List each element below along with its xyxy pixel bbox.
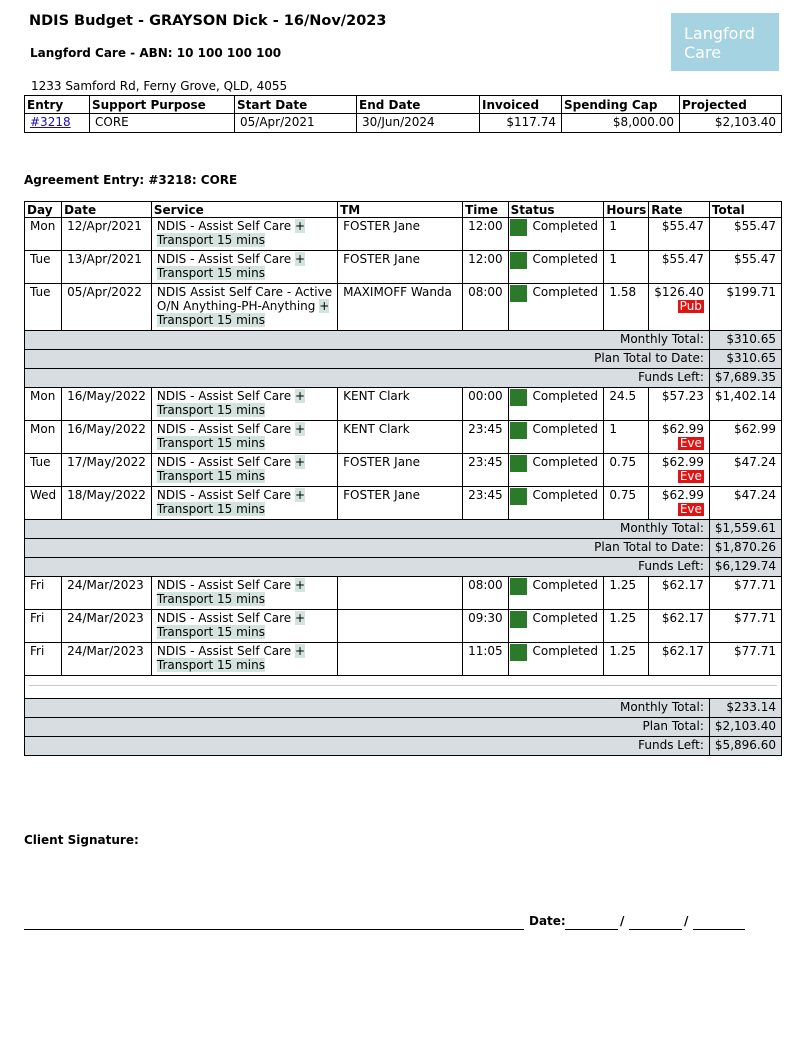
table-row bbox=[25, 643, 782, 676]
total-cell: $77.71 bbox=[709, 610, 781, 643]
day-cell: Tue bbox=[25, 284, 62, 331]
funds-left-value: $7,689.35 bbox=[709, 369, 781, 388]
service-name: NDIS - Assist Self Care bbox=[156, 611, 292, 625]
table-row bbox=[25, 487, 782, 520]
rate-cell bbox=[649, 284, 710, 331]
funds-left-label: Funds Left: bbox=[25, 369, 710, 388]
status-text: Completed bbox=[532, 611, 598, 625]
status-text: Completed bbox=[532, 252, 598, 266]
col-end-date: End Date bbox=[357, 96, 480, 114]
service-transport: Transport 15 mins bbox=[156, 502, 265, 516]
time-cell: 12:00 bbox=[463, 218, 509, 251]
plan-total-value: $1,870.26 bbox=[709, 539, 781, 558]
service-transport: Transport 15 mins bbox=[156, 592, 265, 606]
col-day: Day bbox=[25, 202, 62, 218]
funds-left-label: Funds Left: bbox=[25, 737, 710, 756]
service-cell bbox=[151, 421, 337, 454]
monthly-total-row bbox=[25, 331, 782, 350]
status-text: Completed bbox=[532, 422, 598, 436]
plan-total-value: $310.65 bbox=[709, 350, 781, 369]
service-plus: + bbox=[295, 422, 306, 436]
spending-cap-cell: $8,000.00 bbox=[562, 114, 680, 133]
hours-cell: 24.5 bbox=[604, 388, 649, 421]
service-cell bbox=[151, 610, 337, 643]
col-entry: Entry bbox=[25, 96, 90, 114]
table-header-row bbox=[25, 202, 782, 218]
status-cell bbox=[508, 284, 604, 331]
agreement-entries-table bbox=[24, 201, 782, 756]
rate-cell bbox=[649, 251, 710, 284]
time-cell: 00:00 bbox=[463, 388, 509, 421]
col-time: Time bbox=[463, 202, 509, 218]
funds-left-row bbox=[25, 369, 782, 388]
service-transport: Transport 15 mins bbox=[156, 625, 265, 639]
status-indicator bbox=[510, 611, 527, 628]
invoiced-cell: $117.74 bbox=[480, 114, 562, 133]
divider-cell bbox=[25, 676, 782, 699]
tm-cell: KENT Clark bbox=[338, 388, 463, 421]
budget-summary-table bbox=[24, 95, 782, 133]
day-cell: Tue bbox=[25, 251, 62, 284]
day-cell: Fri bbox=[25, 610, 62, 643]
hours-cell: 0.75 bbox=[604, 454, 649, 487]
status-text: Completed bbox=[532, 488, 598, 502]
service-cell bbox=[151, 487, 337, 520]
service-plus: + bbox=[295, 488, 306, 502]
service-plus: + bbox=[295, 389, 306, 403]
rate-tag-badge: Eve bbox=[679, 436, 702, 450]
col-hours: Hours bbox=[604, 202, 649, 218]
service-plus: + bbox=[295, 644, 306, 658]
date-cell: 16/May/2022 bbox=[62, 421, 152, 454]
status-indicator bbox=[510, 455, 527, 472]
funds-left-value: $5,896.60 bbox=[709, 737, 781, 756]
total-cell: $47.24 bbox=[709, 454, 781, 487]
time-cell: 08:00 bbox=[463, 284, 509, 331]
time-cell: 11:05 bbox=[463, 643, 509, 676]
table-row bbox=[25, 388, 782, 421]
service-cell bbox=[151, 388, 337, 421]
rate-cell bbox=[649, 388, 710, 421]
client-signature-label: Client Signature: bbox=[24, 833, 139, 847]
status-indicator bbox=[510, 488, 527, 505]
service-name: NDIS - Assist Self Care bbox=[156, 644, 292, 658]
service-name: NDIS - Assist Self Care bbox=[156, 488, 292, 502]
tm-cell bbox=[338, 577, 463, 610]
date-month-line[interactable] bbox=[629, 929, 682, 930]
status-indicator bbox=[510, 422, 527, 439]
table-row bbox=[25, 421, 782, 454]
status-indicator bbox=[510, 285, 527, 302]
provider-address: 1233 Samford Rd, Ferny Grove, QLD, 4055 bbox=[31, 79, 288, 93]
rate-cell bbox=[649, 610, 710, 643]
support-purpose-cell: CORE bbox=[90, 114, 235, 133]
tm-cell: FOSTER Jane bbox=[338, 487, 463, 520]
company-logo bbox=[671, 13, 779, 71]
total-cell: $55.47 bbox=[709, 218, 781, 251]
monthly-total-label: Monthly Total: bbox=[25, 520, 710, 539]
day-cell: Wed bbox=[25, 487, 62, 520]
service-cell bbox=[151, 577, 337, 610]
time-cell: 23:45 bbox=[463, 487, 509, 520]
rate-cell bbox=[649, 643, 710, 676]
tm-cell: FOSTER Jane bbox=[338, 218, 463, 251]
rate-value: $62.99 bbox=[661, 488, 704, 502]
status-indicator bbox=[510, 644, 527, 661]
day-cell: Tue bbox=[25, 454, 62, 487]
rate-value: $126.40 bbox=[654, 285, 704, 299]
rate-value: $57.23 bbox=[661, 389, 704, 403]
date-day-line[interactable] bbox=[565, 929, 618, 930]
monthly-total-label: Monthly Total: bbox=[25, 331, 710, 350]
total-cell: $62.99 bbox=[709, 421, 781, 454]
status-indicator bbox=[510, 219, 527, 236]
time-cell: 12:00 bbox=[463, 251, 509, 284]
date-cell: 18/May/2022 bbox=[62, 487, 152, 520]
date-year-line[interactable] bbox=[693, 929, 745, 930]
service-transport: Transport 15 mins bbox=[156, 233, 265, 247]
summary-row bbox=[25, 114, 782, 133]
hours-cell: 1 bbox=[604, 421, 649, 454]
hours-cell: 0.75 bbox=[604, 487, 649, 520]
time-cell: 23:45 bbox=[463, 421, 509, 454]
date-label: Date: bbox=[529, 914, 566, 928]
rate-value: $62.99 bbox=[661, 422, 704, 436]
tm-cell bbox=[338, 643, 463, 676]
date-separator: / bbox=[620, 914, 625, 928]
service-transport: Transport 15 mins bbox=[156, 266, 265, 280]
document-title: NDIS Budget - GRAYSON Dick - 16/Nov/2023 bbox=[29, 13, 387, 29]
divider-row bbox=[25, 676, 782, 699]
service-transport: Transport 15 mins bbox=[156, 313, 265, 327]
date-separator: / bbox=[684, 914, 689, 928]
status-indicator bbox=[510, 389, 527, 406]
logo-text: Langford Care bbox=[684, 24, 755, 62]
day-cell: Fri bbox=[25, 577, 62, 610]
time-cell: 23:45 bbox=[463, 454, 509, 487]
service-plus: + bbox=[295, 578, 306, 592]
signature-line[interactable] bbox=[24, 929, 524, 930]
col-status: Status bbox=[508, 202, 604, 218]
date-cell: 05/Apr/2022 bbox=[62, 284, 152, 331]
monthly-total-row bbox=[25, 699, 782, 718]
time-cell: 09:30 bbox=[463, 610, 509, 643]
rate-cell bbox=[649, 421, 710, 454]
plan-total-row bbox=[25, 718, 782, 737]
entry-cell bbox=[25, 114, 90, 133]
total-cell: $55.47 bbox=[709, 251, 781, 284]
tm-cell: KENT Clark bbox=[338, 421, 463, 454]
day-cell: Mon bbox=[25, 218, 62, 251]
table-row bbox=[25, 284, 782, 331]
col-projected: Projected bbox=[680, 96, 782, 114]
rate-value: $62.17 bbox=[661, 611, 704, 625]
total-cell: $1,402.14 bbox=[709, 388, 781, 421]
status-text: Completed bbox=[532, 644, 598, 658]
summary-header-row bbox=[25, 96, 782, 114]
hours-cell: 1 bbox=[604, 218, 649, 251]
monthly-total-row bbox=[25, 520, 782, 539]
hours-cell: 1 bbox=[604, 251, 649, 284]
rate-value: $55.47 bbox=[661, 252, 704, 266]
service-cell bbox=[151, 251, 337, 284]
status-cell bbox=[508, 388, 604, 421]
table-row bbox=[25, 610, 782, 643]
service-name: NDIS - Assist Self Care bbox=[156, 219, 292, 233]
service-name: NDIS Assist Self Care - Active bbox=[156, 285, 333, 299]
rate-tag-badge: Eve bbox=[679, 502, 702, 516]
col-date: Date bbox=[62, 202, 152, 218]
table-row bbox=[25, 218, 782, 251]
service-name: NDIS - Assist Self Care bbox=[156, 252, 292, 266]
status-text: Completed bbox=[532, 455, 598, 469]
plan-total-label: Plan Total to Date: bbox=[25, 539, 710, 558]
day-cell: Fri bbox=[25, 643, 62, 676]
col-total: Total bbox=[709, 202, 781, 218]
rate-tag-badge: Eve bbox=[679, 469, 702, 483]
service-name: NDIS - Assist Self Care bbox=[156, 578, 292, 592]
service-name-line2: O/N Anything-PH-Anything bbox=[156, 299, 316, 313]
col-start-date: Start Date bbox=[235, 96, 357, 114]
rate-value: $62.17 bbox=[661, 644, 704, 658]
col-spending-cap: Spending Cap bbox=[562, 96, 680, 114]
service-plus: + bbox=[295, 611, 306, 625]
service-transport: Transport 15 mins bbox=[156, 403, 265, 417]
tm-cell: MAXIMOFF Wanda bbox=[338, 284, 463, 331]
rate-cell bbox=[649, 454, 710, 487]
status-indicator bbox=[510, 578, 527, 595]
date-cell: 17/May/2022 bbox=[62, 454, 152, 487]
service-plus: + bbox=[295, 455, 306, 469]
total-cell: $77.71 bbox=[709, 577, 781, 610]
time-cell: 08:00 bbox=[463, 577, 509, 610]
date-cell: 16/May/2022 bbox=[62, 388, 152, 421]
service-plus: + bbox=[319, 299, 330, 313]
table-row bbox=[25, 454, 782, 487]
status-text: Completed bbox=[532, 219, 598, 233]
rate-cell bbox=[649, 577, 710, 610]
service-transport: Transport 15 mins bbox=[156, 436, 265, 450]
service-name: NDIS - Assist Self Care bbox=[156, 422, 292, 436]
rate-value: $55.47 bbox=[661, 219, 704, 233]
hours-cell: 1.25 bbox=[604, 610, 649, 643]
monthly-total-value: $233.14 bbox=[709, 699, 781, 718]
col-service: Service bbox=[151, 202, 337, 218]
total-cell: $199.71 bbox=[709, 284, 781, 331]
status-cell bbox=[508, 577, 604, 610]
projected-cell: $2,103.40 bbox=[680, 114, 782, 133]
service-transport: Transport 15 mins bbox=[156, 658, 265, 672]
status-cell bbox=[508, 251, 604, 284]
funds-left-label: Funds Left: bbox=[25, 558, 710, 577]
hours-cell: 1.58 bbox=[604, 284, 649, 331]
date-cell: 24/Mar/2023 bbox=[62, 643, 152, 676]
hours-cell: 1.25 bbox=[604, 643, 649, 676]
status-cell bbox=[508, 487, 604, 520]
day-cell: Mon bbox=[25, 421, 62, 454]
col-support-purpose: Support Purpose bbox=[90, 96, 235, 114]
funds-left-value: $6,129.74 bbox=[709, 558, 781, 577]
service-plus: + bbox=[295, 252, 306, 266]
start-date-cell: 05/Apr/2021 bbox=[235, 114, 357, 133]
hours-cell: 1.25 bbox=[604, 577, 649, 610]
funds-left-row bbox=[25, 737, 782, 756]
col-rate: Rate bbox=[649, 202, 710, 218]
table-row bbox=[25, 251, 782, 284]
rate-cell bbox=[649, 218, 710, 251]
total-cell: $77.71 bbox=[709, 643, 781, 676]
status-cell bbox=[508, 421, 604, 454]
date-cell: 13/Apr/2021 bbox=[62, 251, 152, 284]
service-cell bbox=[151, 454, 337, 487]
monthly-total-label: Monthly Total: bbox=[25, 699, 710, 718]
date-cell: 12/Apr/2021 bbox=[62, 218, 152, 251]
status-text: Completed bbox=[532, 285, 598, 299]
divider-line bbox=[29, 685, 777, 686]
date-cell: 24/Mar/2023 bbox=[62, 610, 152, 643]
status-cell bbox=[508, 218, 604, 251]
plan-total-row bbox=[25, 350, 782, 369]
monthly-total-value: $310.65 bbox=[709, 331, 781, 350]
service-cell bbox=[151, 284, 337, 331]
plan-total-value: $2,103.40 bbox=[709, 718, 781, 737]
monthly-total-value: $1,559.61 bbox=[709, 520, 781, 539]
service-name: NDIS - Assist Self Care bbox=[156, 389, 292, 403]
rate-value: $62.99 bbox=[661, 455, 704, 469]
status-cell bbox=[508, 643, 604, 676]
service-transport: Transport 15 mins bbox=[156, 469, 265, 483]
plan-total-row bbox=[25, 539, 782, 558]
col-tm: TM bbox=[338, 202, 463, 218]
plan-total-label: Plan Total: bbox=[25, 718, 710, 737]
status-cell bbox=[508, 610, 604, 643]
status-text: Completed bbox=[532, 578, 598, 592]
status-cell bbox=[508, 454, 604, 487]
day-cell: Mon bbox=[25, 388, 62, 421]
tm-cell bbox=[338, 610, 463, 643]
rate-tag-badge: Pub bbox=[679, 299, 702, 313]
end-date-cell: 30/Jun/2024 bbox=[357, 114, 480, 133]
tm-cell: FOSTER Jane bbox=[338, 454, 463, 487]
service-cell bbox=[151, 643, 337, 676]
col-invoiced: Invoiced bbox=[480, 96, 562, 114]
funds-left-row bbox=[25, 558, 782, 577]
total-cell: $47.24 bbox=[709, 487, 781, 520]
service-cell bbox=[151, 218, 337, 251]
rate-value: $62.17 bbox=[661, 578, 704, 592]
date-cell: 24/Mar/2023 bbox=[62, 577, 152, 610]
status-indicator bbox=[510, 252, 527, 269]
service-name: NDIS - Assist Self Care bbox=[156, 455, 292, 469]
agreement-title: Agreement Entry: #3218: CORE bbox=[24, 173, 238, 187]
service-plus: + bbox=[295, 219, 306, 233]
tm-cell: FOSTER Jane bbox=[338, 251, 463, 284]
rate-cell bbox=[649, 487, 710, 520]
provider-info: Langford Care - ABN: 10 100 100 100 bbox=[30, 46, 282, 60]
plan-total-label: Plan Total to Date: bbox=[25, 350, 710, 369]
entry-link[interactable]: #3218 bbox=[30, 115, 71, 129]
status-text: Completed bbox=[532, 389, 598, 403]
table-row bbox=[25, 577, 782, 610]
